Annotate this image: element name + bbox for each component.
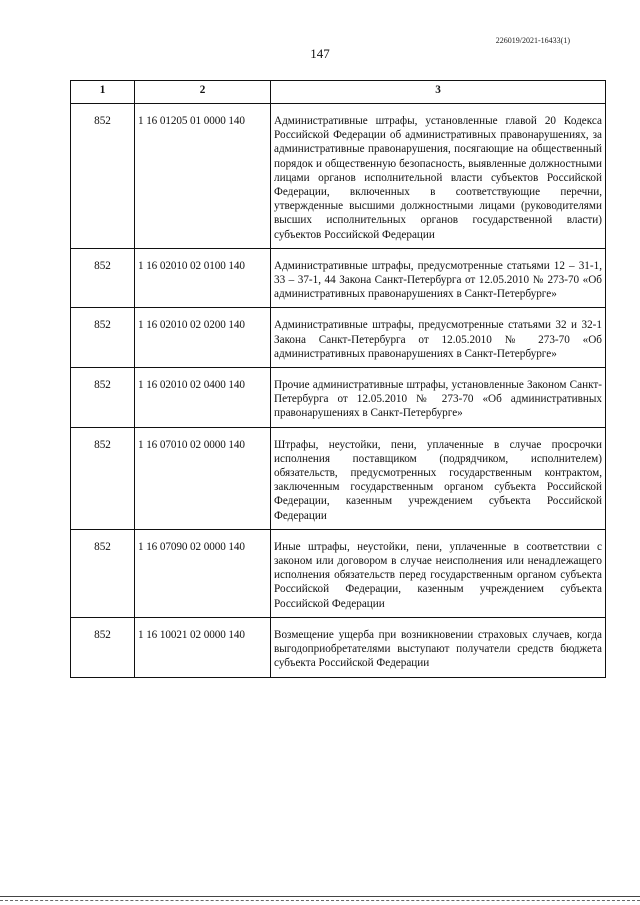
admin-code-cell: 852 [71, 427, 135, 529]
table-row [71, 529, 606, 617]
table-row [71, 617, 606, 677]
admin-code-cell: 852 [71, 368, 135, 428]
description-cell: Возмещение ущерба при возникновении страховых случаев, когда выгодоприобретателями выступают получатели средств бюджета субъекта Российской Федерации [271, 617, 606, 677]
kbk-code-cell: 1 16 07010 02 0000 140 [135, 427, 271, 529]
document-id: 226019/2021-16433(1) [495, 36, 570, 45]
kbk-code-cell: 1 16 01205 01 0000 140 [135, 104, 271, 249]
admin-code-cell: 852 [71, 617, 135, 677]
page-bottom-rule [0, 896, 640, 901]
admin-code-cell: 852 [71, 529, 135, 617]
admin-code-cell: 852 [71, 248, 135, 308]
description-cell: Административные штрафы, предусмотренные статьями 12 – 31-1, 33 – 37-1, 44 Закона Санкт-Петербурга от 12.05.2010 № 273-70 «Об административных правонарушениях в Санкт-Петербурге» [271, 248, 606, 308]
description-cell: Прочие административные штрафы, установленные Законом Санкт-Петербурга от 12.05.2010 № 273-70 «Об административных правонарушениях в Санкт-Петербурге» [271, 368, 606, 428]
description-cell: Иные штрафы, неустойки, пени, уплаченные в соответствии с законом или договором в случае неисполнения или ненадлежащего исполнения обязательств перед государственным органом субъекта Российской Федерации, казенным учреждением субъекта Российской Федерации [271, 529, 606, 617]
budget-codes-table [70, 80, 606, 678]
description-cell: Административные штрафы, предусмотренные статьями 32 и 32-1 Закона Санкт-Петербурга от 12.05.2010 № 273-70 «Об административных правонарушениях в Санкт-Петербурге» [271, 308, 606, 368]
table-row [71, 427, 606, 529]
kbk-code-cell: 1 16 10021 02 0000 140 [135, 617, 271, 677]
admin-code-cell: 852 [71, 308, 135, 368]
table-row [71, 248, 606, 308]
description-cell: Штрафы, неустойки, пени, уплаченные в случае просрочки исполнения поставщиком (подрядчиком, исполнителем) обязательств, предусмотренных государственным контрактом, заключенным государственным органом субъекта Российской Федерации, казенным учреждением субъекта Российской Федерации [271, 427, 606, 529]
kbk-code-cell: 1 16 07090 02 0000 140 [135, 529, 271, 617]
kbk-code-cell: 1 16 02010 02 0200 140 [135, 308, 271, 368]
admin-code-cell: 852 [71, 104, 135, 249]
table-row [71, 308, 606, 368]
column-header-2: 2 [135, 81, 271, 104]
column-header-1: 1 [71, 81, 135, 104]
table-row [71, 104, 606, 249]
kbk-code-cell: 1 16 02010 02 0100 140 [135, 248, 271, 308]
table-row [71, 368, 606, 428]
table-header-row [71, 81, 606, 104]
page-number: 147 [310, 46, 330, 61]
column-header-3: 3 [271, 81, 606, 104]
kbk-code-cell: 1 16 02010 02 0400 140 [135, 368, 271, 428]
description-cell: Административные штрафы, установленные главой 20 Кодекса Российской Федерации об административных правонарушениях, за административные правонарушения, посягающие на общественный порядок и общественную безопасность, выявленные должностными лицами органов исполнительной власти субъектов Российской Федерации, включенных в соответствующие перечни, утвержденные высшими должностными лицами (руководителями высших исполнительных органов государственной власти) субъектов Российской Федерации [271, 104, 606, 249]
